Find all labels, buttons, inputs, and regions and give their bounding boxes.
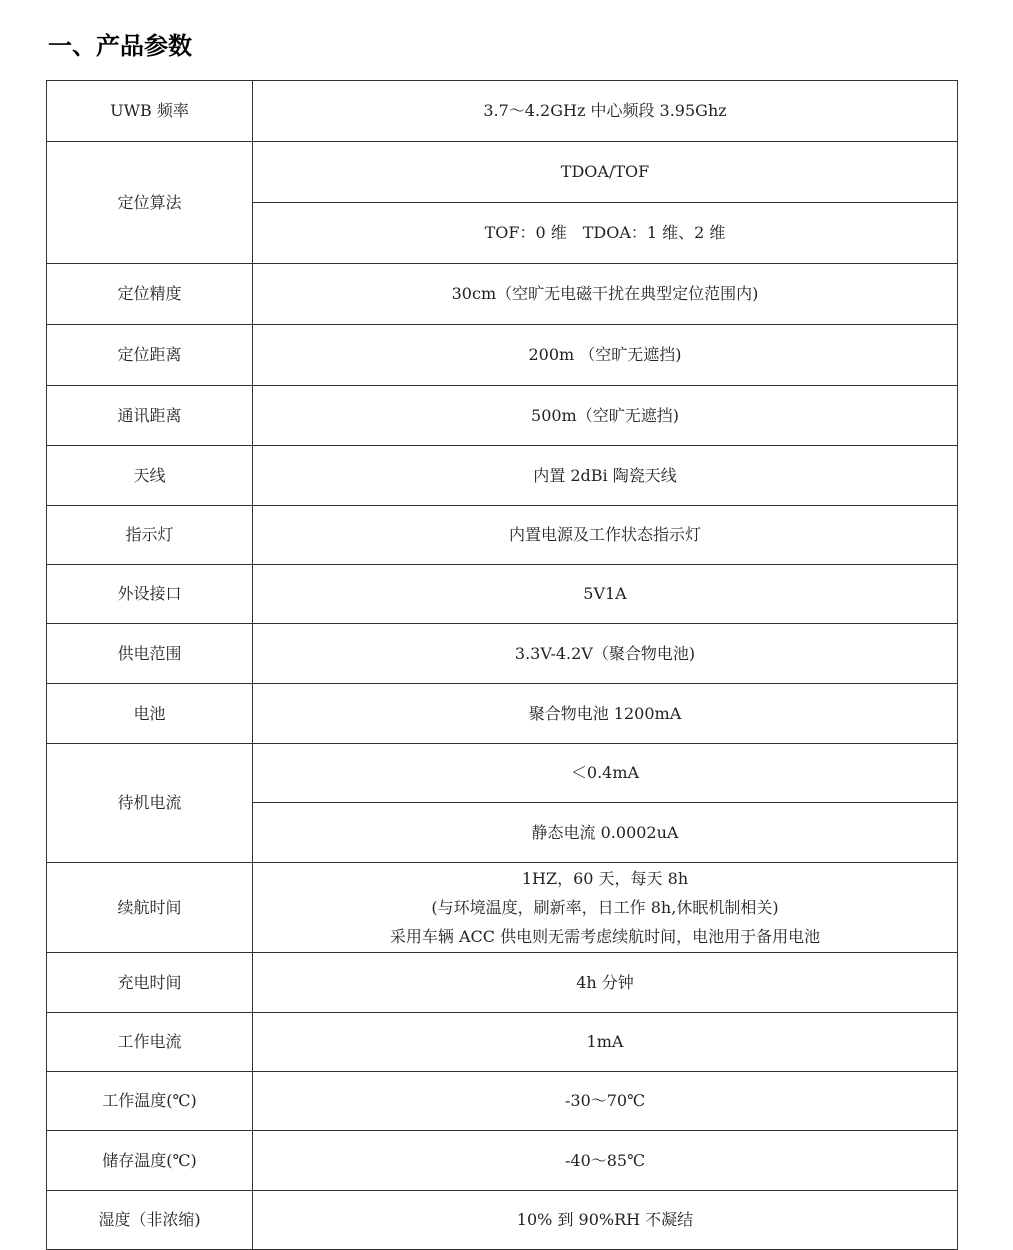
param-value: [253, 863, 958, 953]
param-value: TDOA/TOF: [253, 142, 958, 203]
param-label: 定位算法: [47, 142, 253, 264]
product-spec-table: [46, 80, 958, 1250]
param-value: ＜0.4mA: [253, 744, 958, 803]
table-row: [47, 142, 958, 203]
param-value: 3.3V-4.2V（聚合物电池): [253, 624, 958, 684]
param-label: 指示灯: [47, 506, 253, 565]
param-value: 静态电流 0.0002uA: [253, 803, 958, 863]
table-row: [47, 953, 958, 1013]
param-label: 工作电流: [47, 1013, 253, 1072]
table-row: [47, 1191, 958, 1250]
param-value: 内置 2dBi 陶瓷天线: [253, 446, 958, 506]
param-label: 续航时间: [47, 863, 253, 953]
param-value: 聚合物电池 1200mA: [253, 684, 958, 744]
param-label: 储存温度(℃): [47, 1131, 253, 1191]
table-row: [47, 565, 958, 624]
table-row: [47, 624, 958, 684]
value-line: 1HZ，60 天，每天 8h: [521, 869, 689, 888]
value-line: (与环境温度，刷新率，日工作 8h,休眠机制相关): [431, 898, 779, 917]
value-line: 采用车辆 ACC 供电则无需考虑续航时间，电池用于备用电池: [389, 927, 821, 946]
param-label: 通讯距离: [47, 386, 253, 446]
param-value: 30cm（空旷无电磁干扰在典型定位范围内): [253, 264, 958, 325]
param-label: 天线: [47, 446, 253, 506]
param-value: -40～85℃: [253, 1131, 958, 1191]
param-label: 定位精度: [47, 264, 253, 325]
param-label: 待机电流: [47, 744, 253, 863]
param-label: 电池: [47, 684, 253, 744]
table-row: [47, 744, 958, 803]
table-row: [47, 386, 958, 446]
table-row: [47, 1013, 958, 1072]
table-row: [47, 684, 958, 744]
table-row: [47, 1072, 958, 1131]
param-value: 3.7～4.2GHz 中心频段 3.95Ghz: [253, 81, 958, 142]
param-value: 4h 分钟: [253, 953, 958, 1013]
param-value: 内置电源及工作状态指示灯: [253, 506, 958, 565]
param-label: 外设接口: [47, 565, 253, 624]
param-value: 500m（空旷无遮挡): [253, 386, 958, 446]
param-label: 定位距离: [47, 325, 253, 386]
table-row: [47, 325, 958, 386]
param-value: TOF：0 维 TDOA：1 维、2 维: [253, 203, 958, 264]
param-value: 200m （空旷无遮挡): [253, 325, 958, 386]
table-row: [47, 506, 958, 565]
param-label: UWB 频率: [47, 81, 253, 142]
table-row: [47, 1131, 958, 1191]
table-row: [47, 446, 958, 506]
param-value: 1mA: [253, 1013, 958, 1072]
table-row: [47, 81, 958, 142]
param-value: -30～70℃: [253, 1072, 958, 1131]
param-label: 湿度（非浓缩): [47, 1191, 253, 1250]
table-row: [47, 863, 958, 953]
param-value: 5V1A: [253, 565, 958, 624]
param-label: 供电范围: [47, 624, 253, 684]
param-label: 充电时间: [47, 953, 253, 1013]
section-title: 一、产品参数: [48, 32, 192, 60]
table-row: [47, 264, 958, 325]
param-value: 10% 到 90%RH 不凝结: [253, 1191, 958, 1250]
param-label: 工作温度(℃): [47, 1072, 253, 1131]
